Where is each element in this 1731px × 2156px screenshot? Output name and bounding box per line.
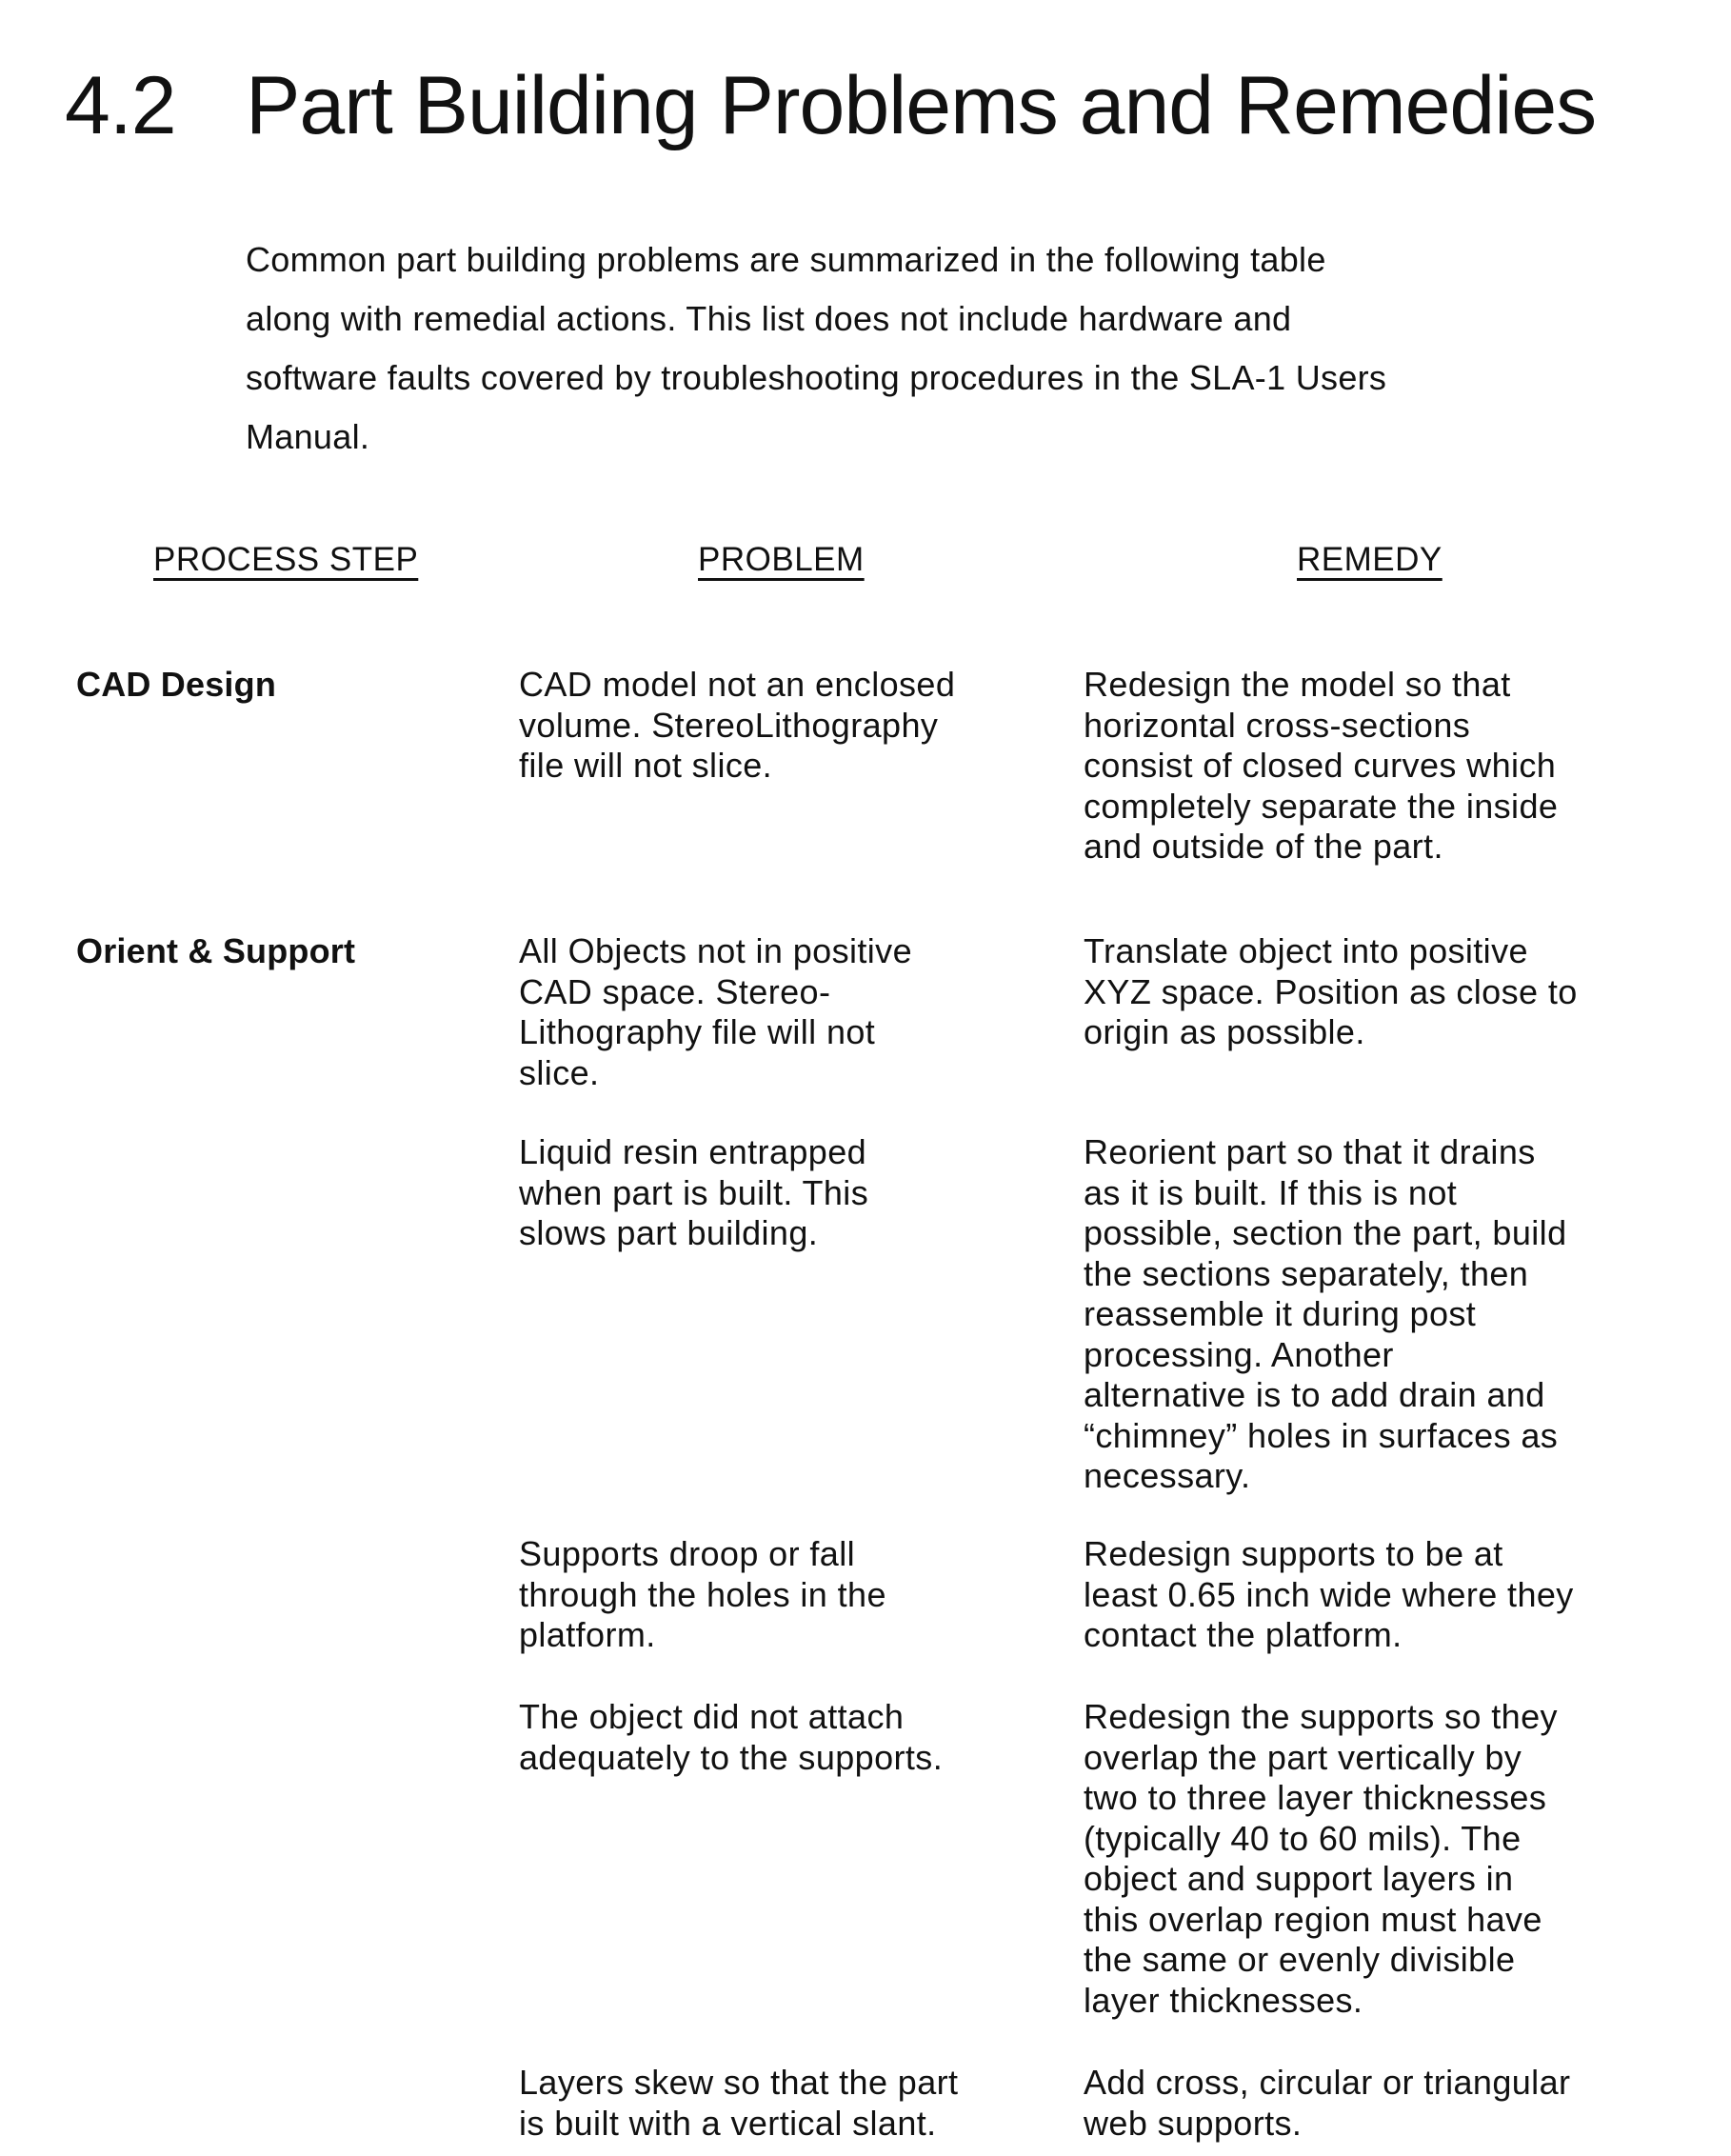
problem: CAD model not an enclosed volume. StereoLithography file will not slice. [519,665,955,787]
header-problem: PROBLEM [698,541,865,579]
header-process-step: PROCESS STEP [153,541,418,579]
problem: All Objects not in positive CAD space. Stereo- Lithography file will not slice. [519,931,912,1093]
problem: Liquid resin entrapped when part is built. This slows part building. [519,1132,868,1254]
section-title: Part Building Problems and Remedies [246,59,1596,153]
process-step: Orient & Support [76,931,355,972]
remedy: Redesign the supports so they overlap the part vertically by two to three layer thicknesses (typically 40 to 60 mils). The object and support layers in this overlap region must have the same or evenly divisible layer thicknesses. [1084,1697,1558,2021]
remedy: Redesign supports to be at least 0.65 inch wide where they contact the platform. [1084,1534,1574,1656]
intro-paragraph: Common part building problems are summarized in the following table along with remedial actions. This list does not include hardware and software faults covered by troubleshooting procedures in the SLA-1 Users Manual. [246,230,1636,467]
remedy: Reorient part so that it drains as it is built. If this is not possible, section the part, build the sections separately, then reassemble it during post processing. Another alternative is to add drain and “chimney” holes in surfaces as necessary. [1084,1132,1567,1497]
section-number: 4.2 [65,59,176,153]
problem: Layers skew so that the part is built with a vertical slant. [519,2063,958,2144]
header-remedy: REMEDY [1297,541,1442,579]
remedy: Add cross, circular or triangular web supports. [1084,2063,1570,2144]
remedy: Redesign the model so that horizontal cross-sections consist of closed curves which completely separate the inside and outside of the part. [1084,665,1558,868]
problem: Supports droop or fall through the holes in the platform. [519,1534,886,1656]
process-step: CAD Design [76,665,276,706]
remedy: Translate object into positive XYZ space. Position as close to origin as possible. [1084,931,1578,1053]
problem: The object did not attach adequately to the supports. [519,1697,943,1778]
